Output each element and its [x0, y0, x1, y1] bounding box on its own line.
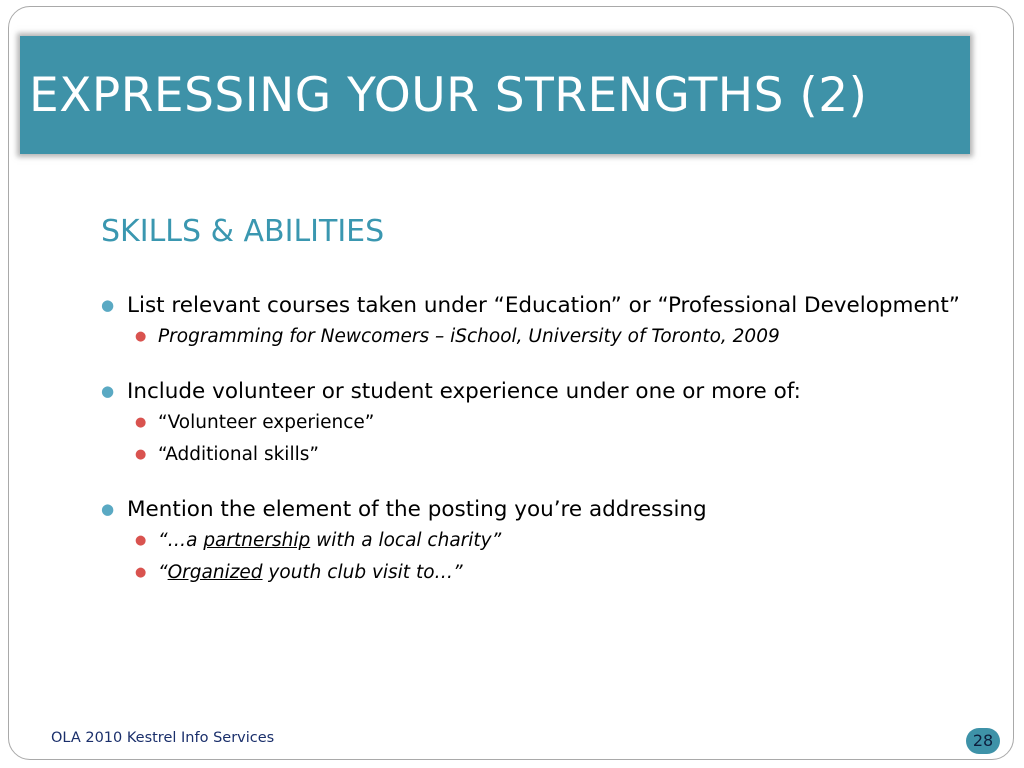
emphasized-word: partnership [203, 530, 311, 551]
sub-bullet-text-post: with a local charity” [310, 530, 502, 551]
sub-bullet-item [100, 321, 960, 353]
sub-bullet-text: “Additional skills” [158, 444, 319, 465]
sub-bullet-text: Programming for Newcomers – iSchool, University of Toronto, 2009 [158, 326, 780, 347]
bullet-item [100, 290, 960, 321]
footer-text: OLA 2010 Kestrel Info Services [51, 730, 275, 746]
bullet-dot-icon: ● [101, 296, 115, 314]
section-heading: SKILLS & ABILITIES [101, 214, 385, 249]
bullet-item [100, 376, 960, 407]
bullet-item [100, 494, 960, 525]
sub-bullet-item [100, 407, 960, 439]
bullet-text: Include volunteer or student experience under one or more of: [127, 379, 801, 404]
bullet-dot-icon: ● [101, 382, 115, 400]
bullet-group-volunteer [100, 376, 960, 471]
sub-bullet-dot-icon: ● [135, 565, 147, 580]
sub-bullet-dot-icon: ● [135, 415, 147, 430]
sub-bullet-dot-icon: ● [135, 329, 147, 344]
sub-bullet-text-pre: “ [158, 562, 168, 583]
bullet-group-posting [100, 494, 960, 589]
bullet-text: Mention the element of the posting you’re addressing [127, 497, 707, 522]
sub-bullet-dot-icon: ● [135, 533, 147, 548]
sub-bullet-text-post: youth club visit to…” [262, 562, 463, 583]
sub-bullet-item [100, 557, 960, 589]
page-number-badge: 28 [966, 728, 1000, 754]
sub-bullet-text: “Volunteer experience” [158, 412, 375, 433]
sub-bullet-item [100, 439, 960, 471]
bullet-dot-icon: ● [101, 500, 115, 518]
bullet-text: List relevant courses taken under “Education” or “Professional Development” [127, 293, 960, 318]
bullet-list [100, 290, 960, 612]
emphasized-word: Organized [167, 562, 263, 583]
sub-bullet-item [100, 525, 960, 557]
sub-bullet-dot-icon: ● [135, 447, 147, 462]
slide-title: EXPRESSING YOUR STRENGTHS (2) [29, 67, 868, 123]
sub-bullet-text-pre: “…a [158, 530, 204, 551]
bullet-group-courses [100, 290, 960, 353]
title-banner [20, 36, 970, 154]
